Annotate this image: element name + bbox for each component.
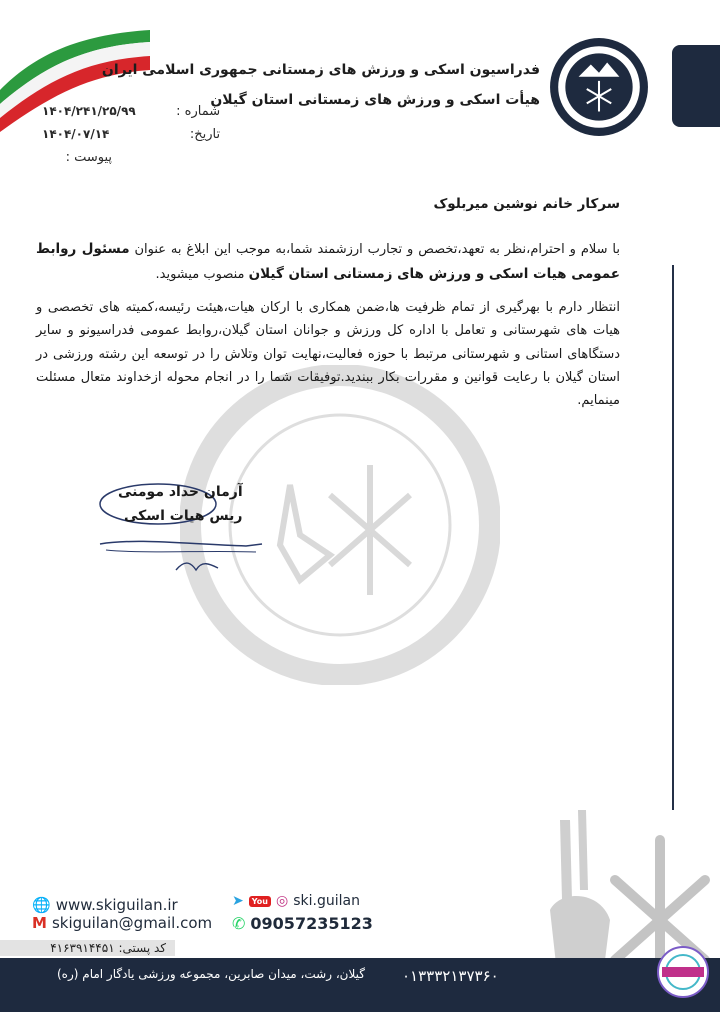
board-name: هیأت اسکی و ورزش های زمستانی استان گیلان	[210, 92, 540, 108]
attachment-row	[42, 150, 112, 165]
letter-number-label: شماره :	[176, 104, 221, 119]
website-link[interactable]	[32, 896, 178, 914]
phone-link[interactable]	[232, 914, 373, 933]
globe-icon: 🌐	[32, 896, 51, 914]
letter-date-row	[42, 127, 220, 142]
signatory-name: آرمان حداد مومنی	[118, 484, 243, 500]
signatory-title: ریس هیات اسکی	[124, 508, 243, 524]
email-text: skiguilan@gmail.com	[51, 914, 213, 932]
attachment-label: پیوست :	[65, 150, 112, 165]
letter-number-value: ۱۴۰۴/۲۴۱/۲۵/۹۹	[42, 104, 136, 118]
letter-date-value: ۱۴۰۴/۰۷/۱۴	[42, 127, 110, 141]
federation-name: فدراسیون اسکی و ورزش های زمستانی جمهوری اسلامی ایران	[101, 62, 540, 78]
letter-date-label: تاریخ:	[189, 127, 221, 142]
iran-flag-ribbon	[0, 20, 150, 140]
footer-address: گیلان، رشت، میدان صابرین، مجموعه ورزشی یادگار امام (ره)	[57, 967, 365, 981]
publisher-badge-logo	[656, 945, 710, 999]
appointment-text-start: با سلام و احترام،نظر به تعهد،تخصص و تجارب ارزشمند شما،به موجب این ابلاغ به عنوان	[129, 242, 620, 257]
telegram-icon: ➤	[232, 893, 244, 909]
social-handle-text: ski.guilan	[293, 893, 360, 909]
association-seal-logo	[548, 36, 650, 138]
gmail-icon: M	[32, 914, 47, 932]
footer-phone: ۰۱۳۳۳۲۱۳۷۳۶۰	[402, 967, 499, 985]
website-text: www.skiguilan.ir	[55, 896, 178, 914]
whatsapp-icon: ✆	[232, 914, 246, 933]
phone-text: 09057235123	[250, 914, 373, 933]
recipient-salutation: سرکار خانم نوشین میربلوک	[433, 196, 620, 212]
social-handle[interactable]	[232, 893, 360, 909]
email-link[interactable]	[32, 914, 212, 932]
postal-code: کد پستی: ۴۱۶۳۹۱۴۴۵۱	[32, 940, 170, 956]
appointment-role: مسئول روابط عمومی هیات اسکی و ورزش های زمستانی استان گیلان	[36, 241, 620, 282]
instagram-icon: ◎	[275, 893, 289, 909]
appointment-text-end: منصوب میشوید.	[155, 267, 249, 282]
margin-rule	[672, 265, 674, 810]
header-side-tab	[672, 45, 720, 127]
letter-number-row	[42, 104, 220, 119]
youtube-icon: You	[249, 896, 271, 907]
appointment-paragraph	[36, 237, 620, 287]
expectation-paragraph: انتظار دارم با بهرگیری از تمام ظرفیت ها،ضمن همکاری با ارکان هیات،هیئت رئیسه،کمیته های تخصصی و هیات های شهرستانی و تعامل با اداره کل ورزش و جوانان استان گیلان،روابط عمومی فدراسیونو و سایر دستگاهای استانی و شهرستانی مرتبط با حوزه فعالیت،نهایت توان وتلاش را در توسعه این رشته ورزشی در استان گیلان با رعایت قوانین و مقررات بکار ببندید.توفیقات شما را در انجام محوله ازخداوند متعال مسئلت مینمایم.	[36, 300, 620, 409]
